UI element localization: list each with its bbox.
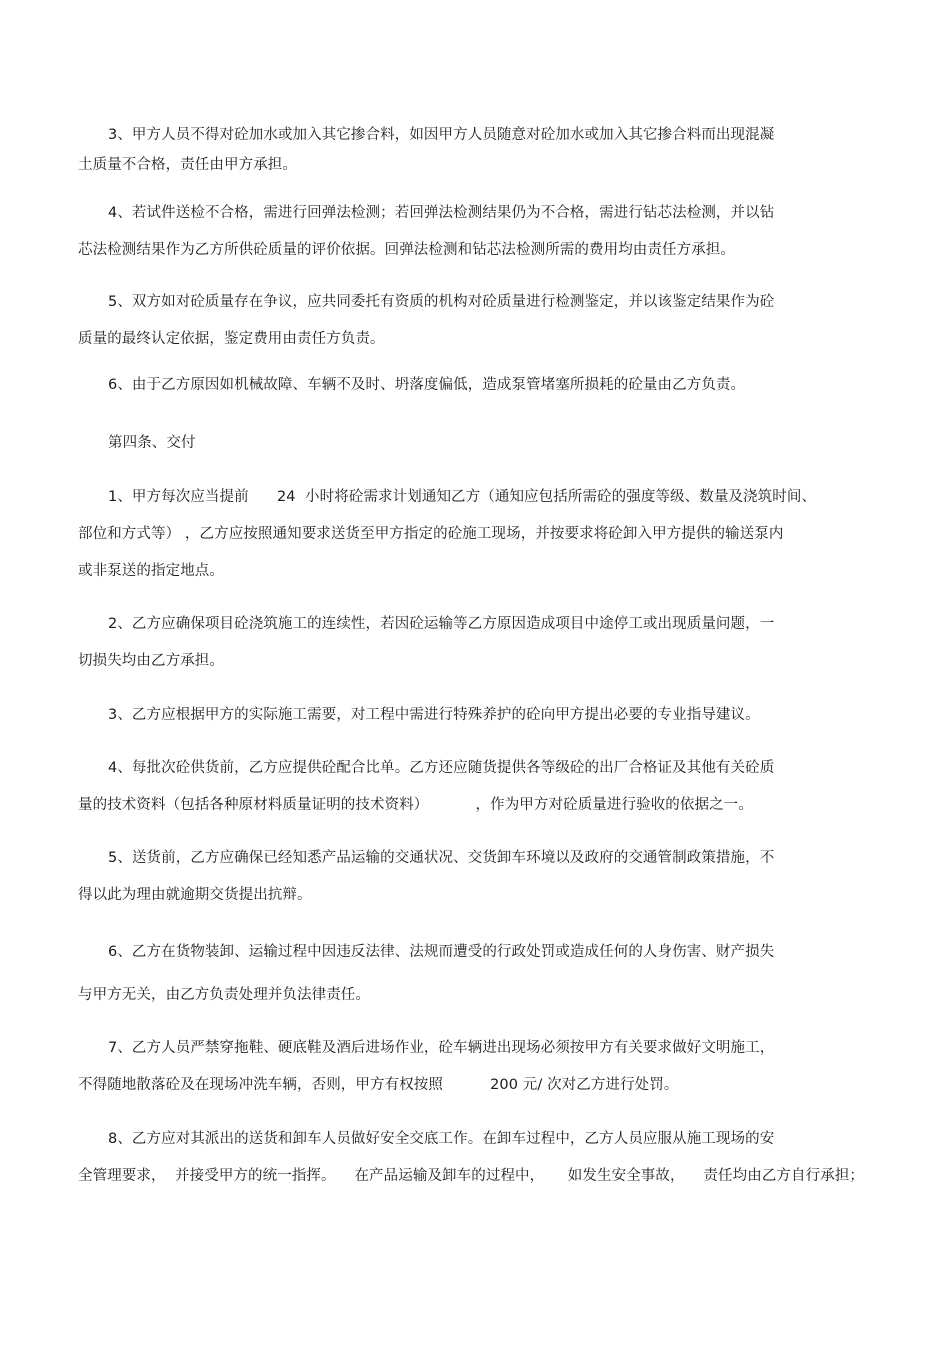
delivery-6-line-1: 6、乙方在货物装卸、运输过程中因违反法律、法规而遭受的行政处罚或造成任何的人身伤害、财产损失 (108, 944, 775, 960)
delivery-4-line-1: 4、每批次砼供货前，乙方应提供砼配合比单。乙方还应随货提供各等级砼的出厂合格证及其他有关砼质 (108, 760, 775, 776)
clause-5-line-1: 5、双方如对砼质量存在争议，应共同委托有资质的机构对砼质量进行检测鉴定，并以该鉴定结果作为砼 (108, 294, 775, 310)
delivery-2-line-1: 2、乙方应确保项目砼浇筑施工的连续性，若因砼运输等乙方原因造成项目中途停工或出现质量问题，一 (108, 616, 775, 632)
clause-3-line-1: 3、甲方人员不得对砼加水或加入其它掺合料，如因甲方人员随意对砼加水或加入其它掺合料而出现混凝 (108, 127, 775, 143)
clause-6-line-1: 6、由于乙方原因如机械故障、车辆不及时、坍落度偏低，造成泵管堵塞所损耗的砼量由乙方负责。 (108, 377, 746, 393)
delivery-1-line-1: 1、甲方每次应当提前 24 小时将砼需求计划通知乙方（通知应包括所需砼的强度等级、数量及浇筑时间、 (108, 489, 817, 505)
clause-5-line-2: 质量的最终认定依据，鉴定费用由责任方负责。 (78, 331, 385, 347)
delivery-6-line-2: 与甲方无关，由乙方负责处理并负法律责任。 (78, 987, 370, 1003)
delivery-2-line-2: 切损失均由乙方承担。 (78, 653, 224, 669)
clause-3-line-2: 土质量不合格，责任由甲方承担。 (78, 157, 297, 173)
section-heading: 第四条、交付 (108, 435, 196, 451)
delivery-7-line-1: 7、乙方人员严禁穿拖鞋、硬底鞋及酒后进场作业，砼车辆进出现场必须按甲方有关要求做好文明施工， (108, 1040, 775, 1056)
delivery-5-line-2: 得以此为理由就逾期交货提出抗辩。 (78, 887, 312, 903)
clause-4-line-1: 4、若试件送检不合格，需进行回弹法检测；若回弹法检测结果仍为不合格，需进行钻芯法检测，并以钻 (108, 205, 775, 221)
delivery-1-line-3: 或非泵送的指定地点。 (78, 563, 224, 579)
delivery-8-line-2: 全管理要求， 并接受甲方的统一指挥。 在产品运输及卸车的过程中， 如发生安全事故， 责任均由乙方自行承担； (78, 1168, 865, 1184)
delivery-7-line-2: 不得随地散落砼及在现场冲洗车辆，否则，甲方有权按照 200 元/ 次对乙方进行处罚。 (78, 1077, 679, 1093)
delivery-3-line-1: 3、乙方应根据甲方的实际施工需要，对工程中需进行特殊养护的砼向甲方提出必要的专业指导建议。 (108, 707, 760, 723)
delivery-4-line-2: 量的技术资料（包括各种原材料质量证明的技术资料） ，作为甲方对砼质量进行验收的依据之一。 (78, 797, 753, 813)
delivery-8-line-1: 8、乙方应对其派出的送货和卸车人员做好安全交底工作。在卸车过程中，乙方人员应服从施工现场的安 (108, 1131, 775, 1147)
delivery-1-line-2: 部位和方式等） ，乙方应按照通知要求送货至甲方指定的砼施工现场，并按要求将砼卸入甲方提供的输送泵内 (78, 526, 784, 542)
clause-4-line-2: 芯法检测结果作为乙方所供砼质量的评价依据。回弹法检测和钻芯法检测所需的费用均由责任方承担。 (78, 242, 735, 258)
delivery-5-line-1: 5、送货前，乙方应确保已经知悉产品运输的交通状况、交货卸车环境以及政府的交通管制政策措施，不 (108, 850, 775, 866)
